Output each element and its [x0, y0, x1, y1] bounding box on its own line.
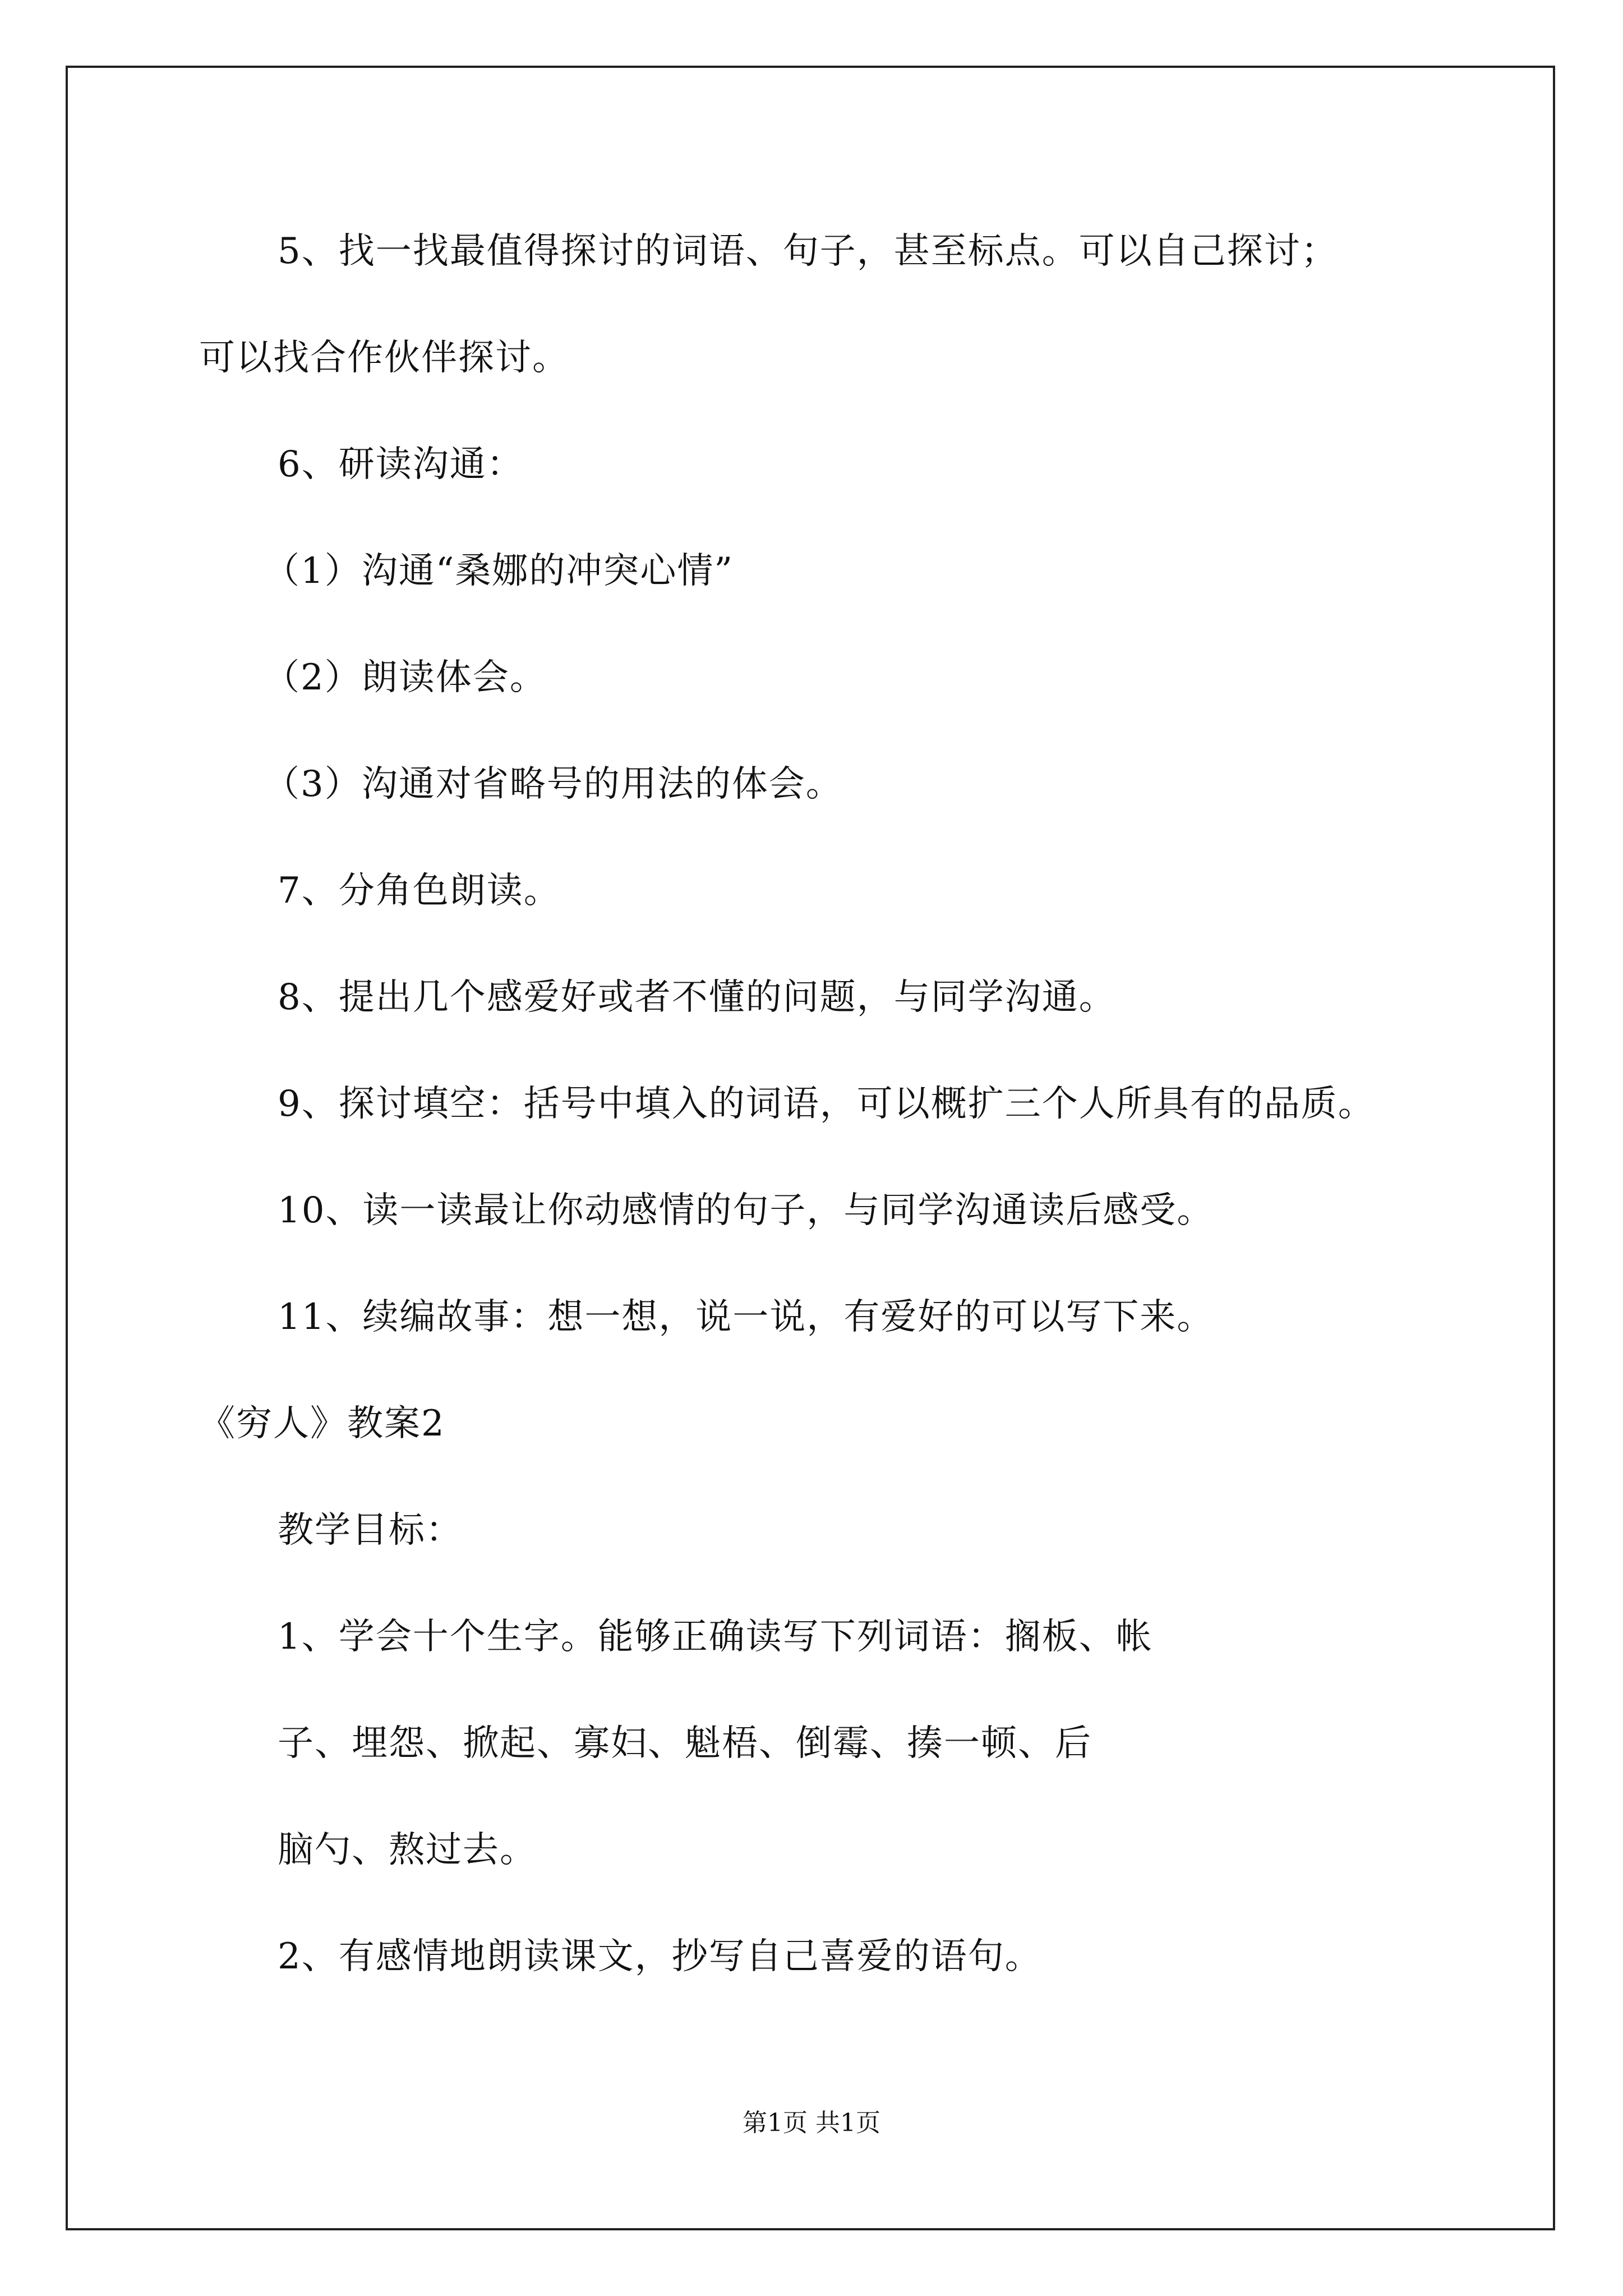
- paragraph-line: （3）沟通对省略号的用法的体会。: [264, 763, 843, 805]
- paragraph-line: 可以找合作伙伴探讨。: [199, 337, 569, 379]
- section-heading: 《穷人》教案2: [199, 1403, 445, 1444]
- paragraph-line: 1、学会十个生字。能够正确读写下列词语：搁板、帐: [278, 1616, 1153, 1658]
- paragraph-line: 9、探讨填空：括号中填入的词语，可以概扩三个人所具有的品质。: [278, 1083, 1375, 1125]
- paragraph-line: （2）朗读体会。: [264, 657, 547, 698]
- paragraph-line: 10、读一读最让你动感情的句子，与同学沟通读后感受。: [278, 1190, 1214, 1231]
- paragraph-line: 教学目标：: [278, 1510, 463, 1551]
- paragraph-line: 脑勺、熬过去。: [278, 1829, 537, 1871]
- paragraph-line: 5、找一找最值得探讨的词语、句子，甚至标点。可以自己探讨；: [278, 231, 1338, 272]
- paragraph-line: （1）沟通“桑娜的冲突心情”: [264, 550, 734, 592]
- paragraph-line: 11、续编故事：想一想，说一说，有爱好的可以写下来。: [278, 1296, 1214, 1338]
- paragraph-line: 8、提出几个感爱好或者不懂的问题，与同学沟通。: [278, 977, 1116, 1018]
- paragraph-line: 7、分角色朗读。: [278, 870, 561, 912]
- page-border: [66, 66, 1555, 2230]
- paragraph-line: 子、埋怨、掀起、寡妇、魁梧、倒霉、揍一顿、后: [278, 1723, 1092, 1764]
- paragraph-line: 6、研读沟通：: [278, 444, 524, 485]
- page-footer: 第1页 共1页: [743, 2109, 880, 2137]
- paragraph-line: 2、有感情地朗读课文，抄写自己喜爱的语句。: [278, 1936, 1042, 1977]
